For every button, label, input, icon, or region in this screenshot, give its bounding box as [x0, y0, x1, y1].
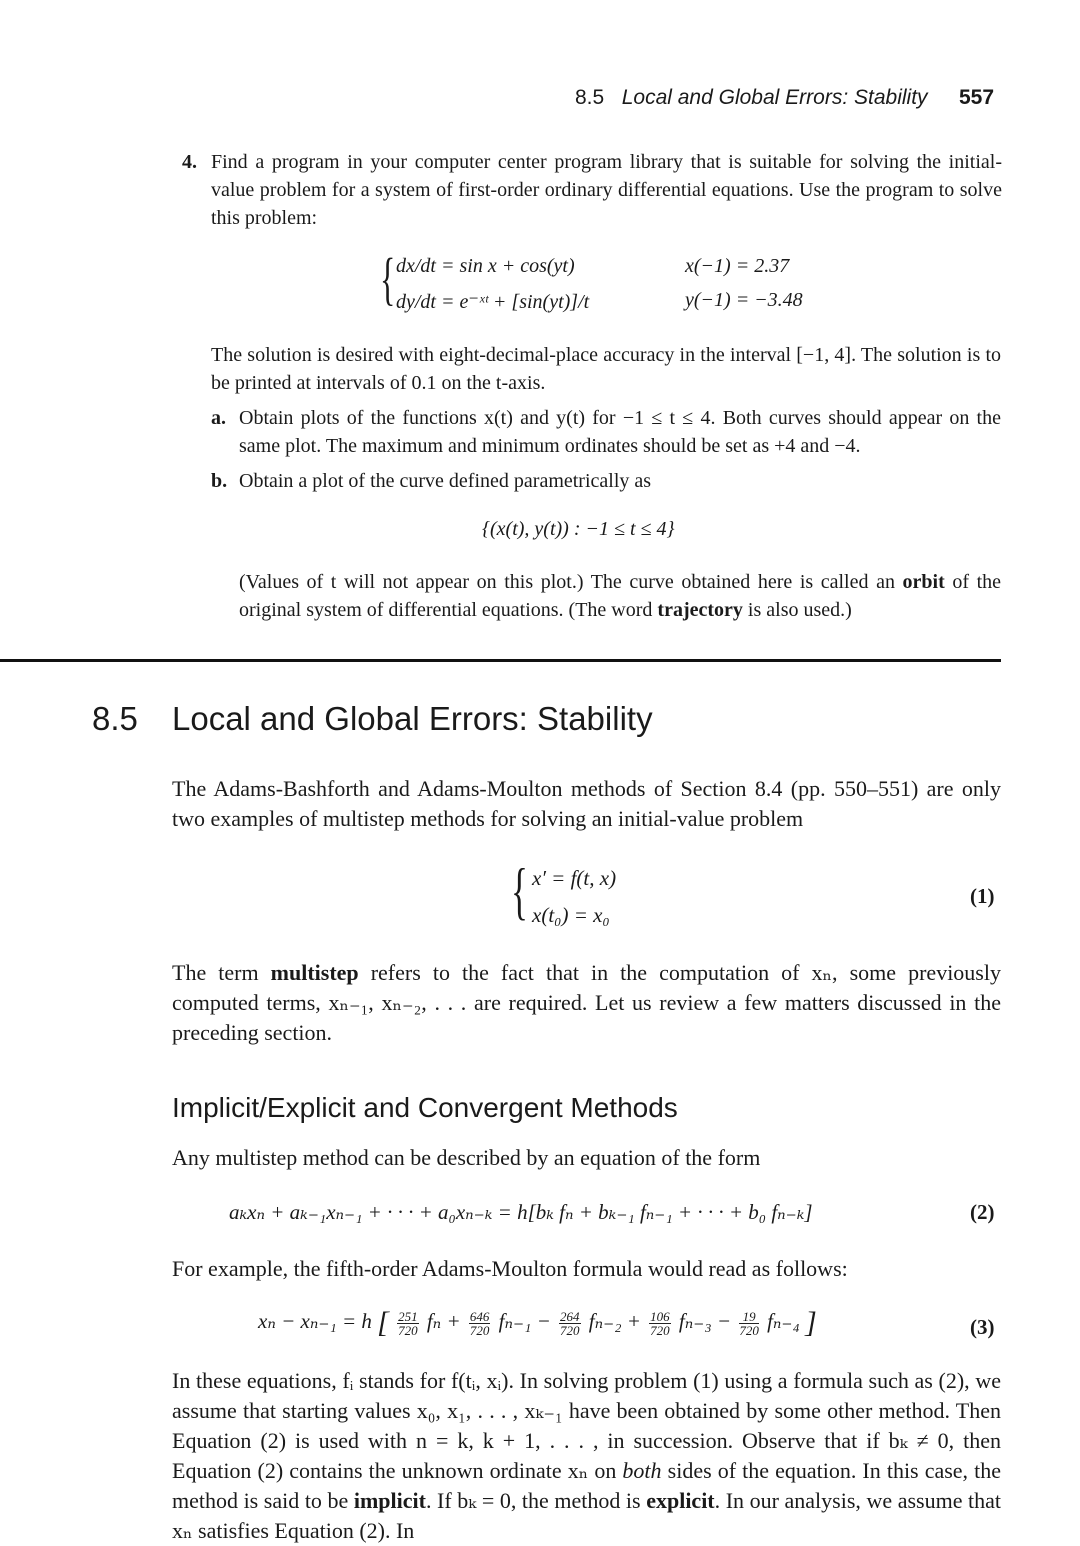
eq3-frac-2: $\frac{264}{720}$	[560, 1308, 580, 1338]
eq3-frac-4: $\frac{19}{720}$	[739, 1308, 759, 1338]
problem-accuracy: The solution is desired with eight-decimal-place accuracy in the interval [−1, 4]. The solution is to be printed at intervals of 0.1 on the t-axis.	[211, 344, 1001, 394]
explicit-term: explicit	[646, 1488, 715, 1513]
eq3-term-4: − $\frac{19}{720}$ fₙ₋₄	[716, 1308, 800, 1338]
section-title: Local and Global Errors: Stability	[172, 700, 653, 737]
eq3-frac-1: $\frac{646}{720}$	[469, 1308, 490, 1338]
problem-intro: Find a program in your computer center program library that is suitable for solving the initial-value problem for a system of first-order ordinary differential equations. Use the program to solve this problem:	[211, 151, 1002, 229]
eq3-open-bracket: [	[377, 1306, 389, 1339]
eq1-line1: x′ = f(t, x)	[532, 866, 617, 890]
running-head-section: 8.5	[575, 86, 605, 109]
closing-3: . If bₖ = 0, the method is	[425, 1488, 641, 1513]
part-a	[211, 404, 1001, 460]
closing-paragraph	[172, 1366, 1001, 1546]
eq3-term-0: $\frac{251}{720}$ fₙ	[398, 1308, 442, 1338]
problem-eq1: dx/dt = sin x + cos(yt)	[396, 255, 575, 277]
multistep-paragraph	[172, 958, 1001, 1048]
problem-ic2: y(−1) = −3.48	[685, 289, 803, 311]
eq3-term-2: − $\frac{264}{720}$ fₙ₋₂	[536, 1308, 622, 1338]
running-head	[575, 86, 995, 110]
multistep-pre: The term	[172, 960, 259, 985]
orbit-term: orbit	[902, 571, 945, 593]
trajectory-term: trajectory	[657, 599, 743, 621]
section-rule	[0, 659, 1001, 662]
eq3-close-bracket: ]	[805, 1306, 817, 1339]
eq3-frac-3: $\frac{106}{720}$	[650, 1308, 670, 1338]
eq2: aₖxₙ + aₖ₋₁xₙ₋₁ + · · · + a₀xₙ₋ₖ = h[bₖ fₙ + bₖ₋₁ fₙ₋₁ + · · · + b₀ fₙ₋ₖ]	[229, 1200, 813, 1224]
example-text: For example, the fifth-order Adams-Moulton formula would read as follows:	[172, 1256, 848, 1281]
implicit-term: implicit	[353, 1488, 426, 1513]
eq2-number: (2)	[970, 1200, 995, 1224]
problem-number: 4.	[182, 151, 197, 173]
closing-1: In these equations, fᵢ stands for f(tᵢ, xᵢ). In solving problem (1) using a formula such as (2), we assume that starting values x₀, x₁, . . . , xₖ₋₁ have been obtained by some other method. Then Equation (2) is used with n = k, k + 1, . . . , in succession. Observe that if bₖ ≠ 0, then Equation (2) contains the unknown ordinate xₙ on	[172, 1368, 1001, 1483]
problem-ic1: x(−1) = 2.37	[685, 255, 790, 277]
eq1-line2: x(t₀) = x₀	[532, 903, 610, 927]
running-head-title: Local and Global Errors: Stability	[621, 86, 928, 109]
part-b-text: Obtain a plot of the curve defined parametrically as	[239, 470, 652, 492]
problem-eq2: dy/dt = e⁻ˣᵗ + [sin(yt)]/t	[396, 291, 590, 313]
eq3-number: (3)	[970, 1315, 995, 1339]
orbit-note-mid: of the original system of differential equations. (The word	[239, 571, 1002, 621]
orbit-note	[239, 568, 1001, 624]
closing-both: both	[622, 1458, 662, 1483]
eq3-term-1: + $\frac{646}{720}$ fₙ₋₁	[446, 1308, 532, 1338]
closing-2: sides of the equation. In this case, the method is said to be	[172, 1458, 1002, 1513]
eq3	[258, 1306, 817, 1340]
form-text: Any multistep method can be described by an equation of the form	[172, 1145, 761, 1170]
eq3-term-3: + $\frac{106}{720}$ fₙ₋₃	[626, 1308, 712, 1338]
problem-brace: {	[380, 246, 396, 311]
section-number: 8.5	[92, 700, 138, 737]
closing-4: . In our analysis, we assume that xₙ satisfies Equation (2). In	[172, 1488, 1002, 1543]
multistep-term: multistep	[270, 960, 359, 985]
page-number: 557	[959, 86, 995, 109]
orbit-note-pre: (Values of t will not appear on this plot.) The curve obtained here is called an	[239, 571, 895, 593]
eq3-frac-0: $\frac{251}{720}$	[398, 1308, 418, 1338]
section-intro: The Adams-Bashforth and Adams-Moulton methods of Section 8.4 (pp. 550–551) are only two examples of multistep methods for solving an initial-value problem	[172, 776, 1001, 831]
subsection-title: Implicit/Explicit and Convergent Methods	[172, 1092, 678, 1123]
problem-4	[182, 148, 1002, 232]
part-b-label: b.	[211, 470, 228, 492]
orbit-note-post: is also used.)	[747, 599, 852, 621]
part-a-label: a.	[211, 407, 226, 429]
eq1-number: (1)	[970, 884, 995, 908]
eq3-lhs: xₙ − xₙ₋₁ = h	[258, 1308, 372, 1333]
parametric-set: {(x(t), y(t)) : −1 ≤ t ≤ 4}	[482, 518, 675, 540]
part-b	[211, 467, 1001, 495]
part-a-text: Obtain plots of the functions x(t) and y(t) for −1 ≤ t ≤ 4. Both curves should appear on the same plot. The maximum and minimum ordinates should be set as +4 and −4.	[239, 407, 1001, 457]
multistep-post: refers to the fact that in the computation of xₙ, some previously computed terms, xₙ₋₁, xₙ₋₂, . . . are required. Let us review a few matters discussed in the preceding section.	[172, 960, 1001, 1045]
eq1-brace: {	[511, 855, 528, 926]
